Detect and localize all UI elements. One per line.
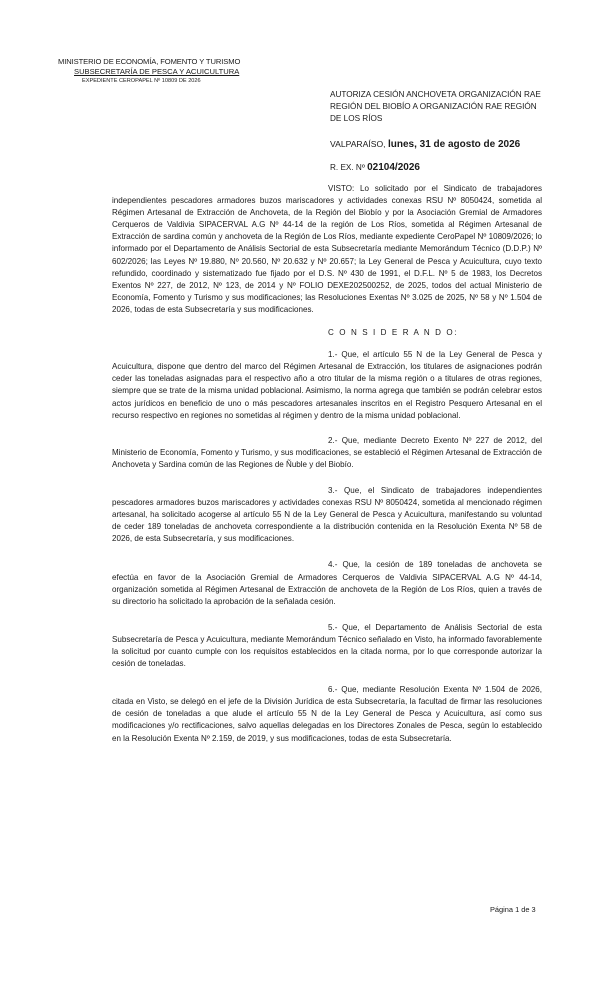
visto-paragraph: VISTO: Lo solicitado por el Sindicato de trabajadores independientes pescadores armadores buzos mariscadores y actividades conexas RSU Nº 8050424, sometida al Régimen Artesanal de Extracción de Anchoveta, de la Región del Biobío y por la Asociación Gremial de Armadores Cerqueros de Valdivia SIPACERVAL A.G Nº 44-14 de la región de Los Ríos, sometida al Régimen Artesanal de Extracción de sardina común y anchoveta de la Región de Los Ríos, mediante expediente CeroPapel Nº 10809/2026; lo informado por el Departamento de Análisis Sectorial de esta Subsecretaría mediante Memorándum Técnico (D.D.P.) Nº 602/2026; las Leyes Nº 19.880, Nº 20.560, Nº 20.632 y Nº 20.657; la Ley General de Pesca y Acuicultura, cuyo texto refundido, coordinado y sistematizado fue fijado por el D.S. Nº 430 de 1991, el D.F.L. Nº 5 de 1983, los Decretos Exentos Nº 227, de 2012, Nº 123, de 2014 y Nº FOLIO DEXE202500252, de 2025, todos del actual Ministerio de Economía, Fomento y Turismo y sus modificaciones; las Resoluciones Exentas Nº 3.025 de 2025, Nº 58 y Nº 1.504 de 2026, todas de esta Subsecretaría y sus modificaciones. (112, 184, 542, 314)
resolution-prefix: R. EX. Nº (330, 163, 368, 172)
considerando-6: 6.- Que, mediante Resolución Exenta Nº 1.504 de 2026, citada en Visto, se delegó en el jefe de la División Jurídica de esta Subsecretaría, la facultad de firmar las resoluciones de cesión de toneladas a que alude el artículo 55 N de la Ley General de Pesca y Acuicultura, así como sus modificaciones y/o rectificaciones, salvo aquellas delegadas en los Directores Zonales de Pesca, según lo establecido en la Resolución Exenta Nº 2.159, de 2019, y sus modificaciones, todas de esta Subsecretaría. (112, 685, 542, 743)
date-line (330, 138, 520, 151)
city: VALPARAÍSO, (330, 139, 388, 149)
page-number: Página 1 de 3 (490, 905, 536, 914)
considerando-4: 4.- Que, la cesión de 189 toneladas de anchoveta se efectúa en favor de la Asociación Gremial de Armadores Cerqueros de Valdivia SIPACERVAL A.G Nº 44-14, organización sometida al Régimen Artesanal de Extracción de anchoveta de la Región de Los Ríos, quien a través de su directorio ha solicitado la aprobación de la señalada cesión. (112, 560, 542, 606)
considerando-5: 5.- Que, el Departamento de Análisis Sectorial de esta Subsecretaría de Pesca y Acuicultura, mediante Memorándum Técnico señalado en Visto, ha informado favorablemente la solicitud por cuanto cumple con los requisitos establecidos en la citada norma, por lo que corresponde autorizar la cesión de toneladas. (112, 622, 542, 669)
resolution-subject: AUTORIZA CESIÓN ANCHOVETA ORGANIZACIÓN RAE REGIÓN DEL BIOBÍO A ORGANIZACIÓN RAE REGIÓN DE LOS RÍOS (330, 90, 541, 123)
document-body (112, 183, 542, 745)
resolution-number: 02104/2026 (367, 162, 420, 173)
considerando-2: 2.- Que, mediante Decreto Exento Nº 227 de 2012, del Ministerio de Economía, Fomento y Turismo, y sus modificaciones, se estableció el Régimen Artesanal de Extracción de Anchoveta y Sardina común de las Regiones de Ñuble y del Biobío. (112, 435, 542, 469)
ministry-name: MINISTERIO DE ECONOMÍA, FOMENTO Y TURISMO (58, 57, 241, 66)
subsecretaria-name: SUBSECRETARÍA DE PESCA Y ACUICULTURA (74, 67, 240, 76)
considerando-3: 3.- Que, el Sindicato de trabajadores independientes pescadores armadores buzos mariscadores y actividades conexas RSU Nº 8050424, sometida al mencionado régimen artesanal, ha solicitado acogerse al artículo 55 N de la Ley General de Pesca y Acuicultura, manifestando su voluntad de ceder 189 toneladas de anchoveta correspondiente a la distribución contenida en la Resolución Exenta Nº 58 de 2026, de esta Subsecretaría, y sus modificaciones. (112, 485, 542, 544)
issuing-organization (58, 57, 278, 86)
considerando-heading: C O N S I D E R A N D O: (328, 328, 459, 338)
considerando-1: 1.- Que, el artículo 55 N de la Ley General de Pesca y Acuicultura, dispone que dentro del marco del Régimen Artesanal de Extracción, los titulares de asignaciones podrán ceder las toneladas asignadas para el respectivo año a otro titular de la misma región o a titulares de otras regiones, siempre que se trate de la misma unidad poblacional. Asimismo, la norma agrega que también se podrán celebrar estos actos jurídicos en beneficio de uno o más pescadores artesanales inscritos en el Registro Pesquero Artesanal en el recurso respectivo en regiones no sometidas al régimen y dentro de la misma unidad poblacional. (112, 350, 542, 420)
resolution-number-line (330, 162, 420, 174)
resolution-date: lunes, 31 de agosto de 2026 (387, 139, 521, 150)
expediente-number: EXPEDIENTE CEROPAPEL Nº 10809 DE 2026 (82, 78, 201, 84)
